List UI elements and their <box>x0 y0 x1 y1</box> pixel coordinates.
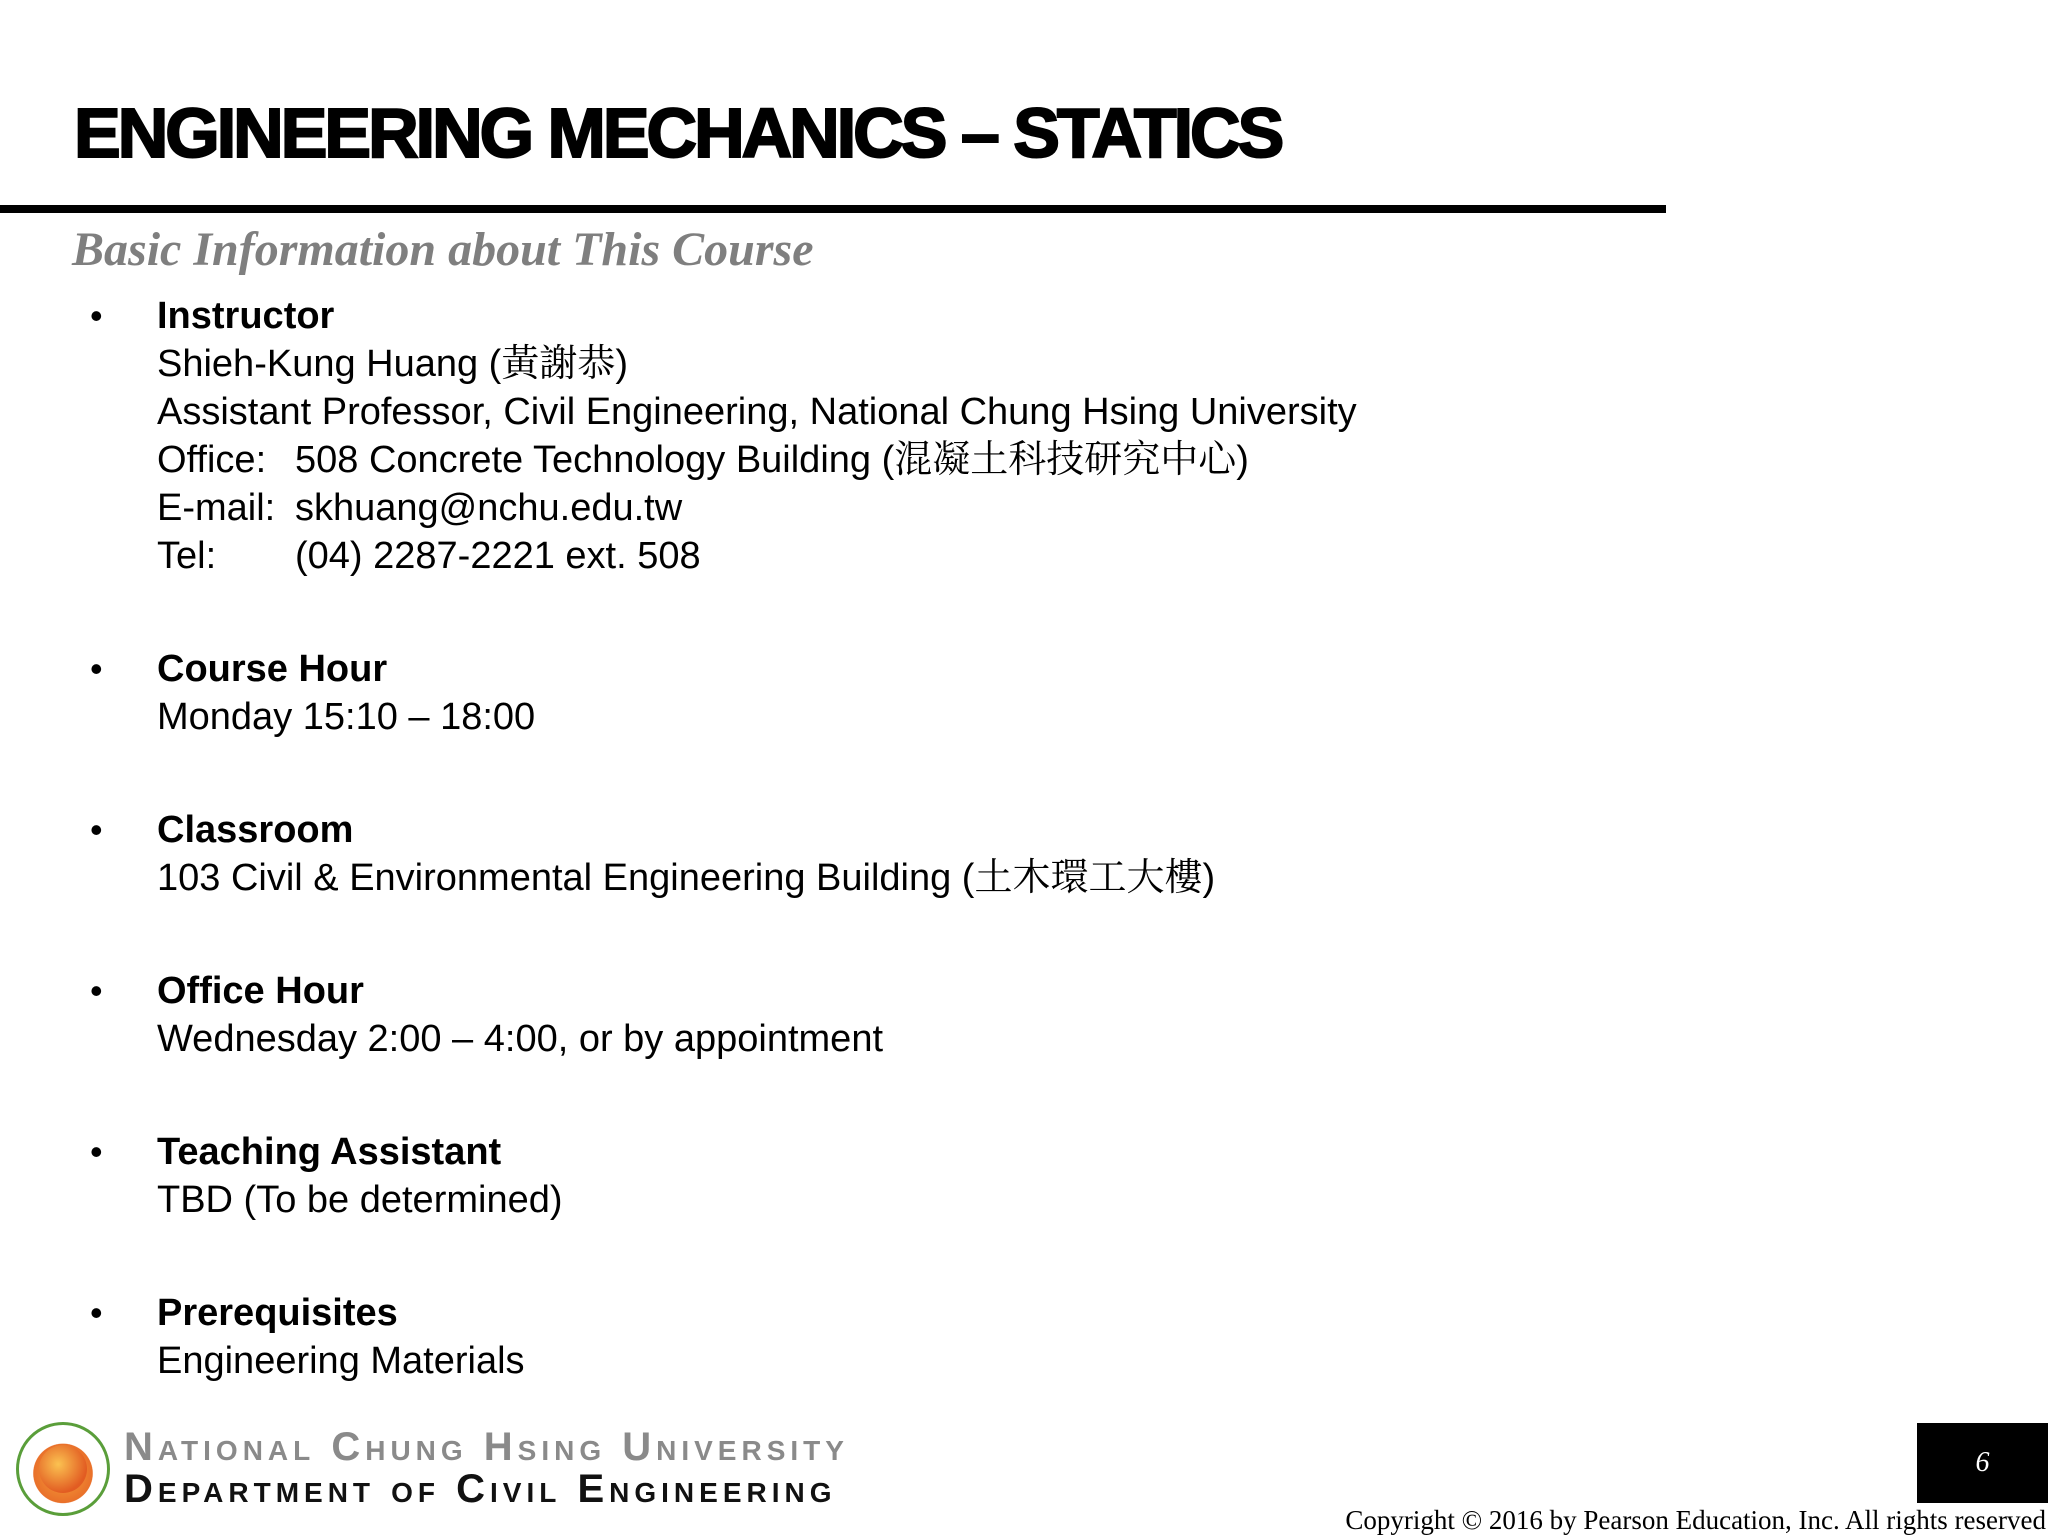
instructor-office-row <box>157 436 1600 484</box>
tel-label: Tel: <box>157 535 217 577</box>
instructor-name: Shieh-Kung Huang (黃謝恭) <box>157 343 628 385</box>
slide-subtitle: Basic Information about This Course <box>72 223 814 276</box>
tel-value: (04) 2287-2221 ext. 508 <box>295 535 701 577</box>
office-hour-heading: Office Hour <box>157 970 364 1012</box>
page-number: 6 <box>1917 1423 2048 1503</box>
classroom-heading: Classroom <box>157 809 354 851</box>
nchu-civil-engineering-seal-icon <box>16 1422 110 1516</box>
title-divider <box>0 205 1666 213</box>
course-hour-value: Monday 15:10 – 18:00 <box>157 696 536 738</box>
office-hour-section <box>0 967 1600 1063</box>
instructor-heading: Instructor <box>157 295 335 337</box>
bullet-icon: • <box>90 970 103 1011</box>
teaching-assistant-value: TBD (To be determined) <box>157 1179 563 1221</box>
bullet-icon: • <box>90 809 103 850</box>
office-label: Office: <box>157 439 267 481</box>
office-hour-value: Wednesday 2:00 – 4:00, or by appointment <box>157 1018 884 1060</box>
teaching-assistant-section <box>0 1128 1600 1224</box>
instructor-tel-row <box>157 532 1600 580</box>
office-value: 508 Concrete Technology Building (混凝土科技研究中心) <box>295 439 1249 481</box>
bullet-icon: • <box>90 1292 103 1333</box>
university-name: National Chung Hsing University <box>124 1425 849 1469</box>
instructor-position: Assistant Professor, Civil Engineering, National Chung Hsing University <box>157 391 1357 433</box>
instructor-section <box>0 292 1600 580</box>
footer-text <box>124 1427 849 1511</box>
prerequisites-heading: Prerequisites <box>157 1292 398 1334</box>
bullet-icon: • <box>90 1131 103 1172</box>
email-label: E-mail: <box>157 487 276 529</box>
bullet-icon: • <box>90 648 103 689</box>
department-name: Department of Civil Engineering <box>124 1467 837 1511</box>
bullet-icon: • <box>90 295 103 336</box>
classroom-value: 103 Civil & Environmental Engineering Building (土木環工大樓) <box>157 857 1216 899</box>
footer-logo <box>16 1422 849 1516</box>
instructor-email-row <box>157 484 1600 532</box>
course-hour-heading: Course Hour <box>157 648 388 690</box>
teaching-assistant-heading: Teaching Assistant <box>157 1131 502 1173</box>
classroom-section <box>0 806 1600 902</box>
prerequisites-section <box>0 1289 1600 1385</box>
slide-title: ENGINEERING MECHANICS – STATICS <box>74 94 1282 172</box>
course-info-list <box>0 292 1600 1385</box>
copyright-notice: Copyright © 2016 by Pearson Education, Inc. All rights reserved <box>1345 1505 2046 1535</box>
prerequisites-value: Engineering Materials <box>157 1340 525 1382</box>
course-hour-section <box>0 645 1600 741</box>
email-value[interactable]: skhuang@nchu.edu.tw <box>295 487 683 529</box>
